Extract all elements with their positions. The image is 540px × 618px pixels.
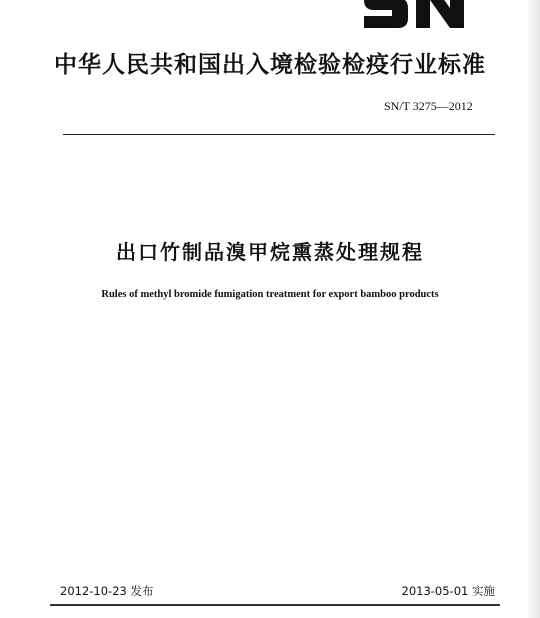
- page-edge-shadow: [526, 0, 540, 618]
- sn-logo-icon: [362, 0, 466, 28]
- issuing-authority-title: 中华人民共和国出入境检验检疫行业标准: [54, 52, 486, 78]
- implementation-date: 2013-05-01 实施: [401, 584, 495, 598]
- document-title-chinese: 出口竹制品溴甲烷熏蒸处理规程: [116, 240, 424, 264]
- issue-date: 2012-10-23 发布: [60, 584, 154, 598]
- footer-divider: [50, 604, 500, 606]
- document-title-english: Rules of methyl bromide fumigation treatment for export bamboo products: [101, 289, 439, 300]
- header-divider: [63, 134, 495, 135]
- sn-logo: [362, 0, 466, 28]
- standard-number: SN/T 3275—2012: [384, 99, 473, 113]
